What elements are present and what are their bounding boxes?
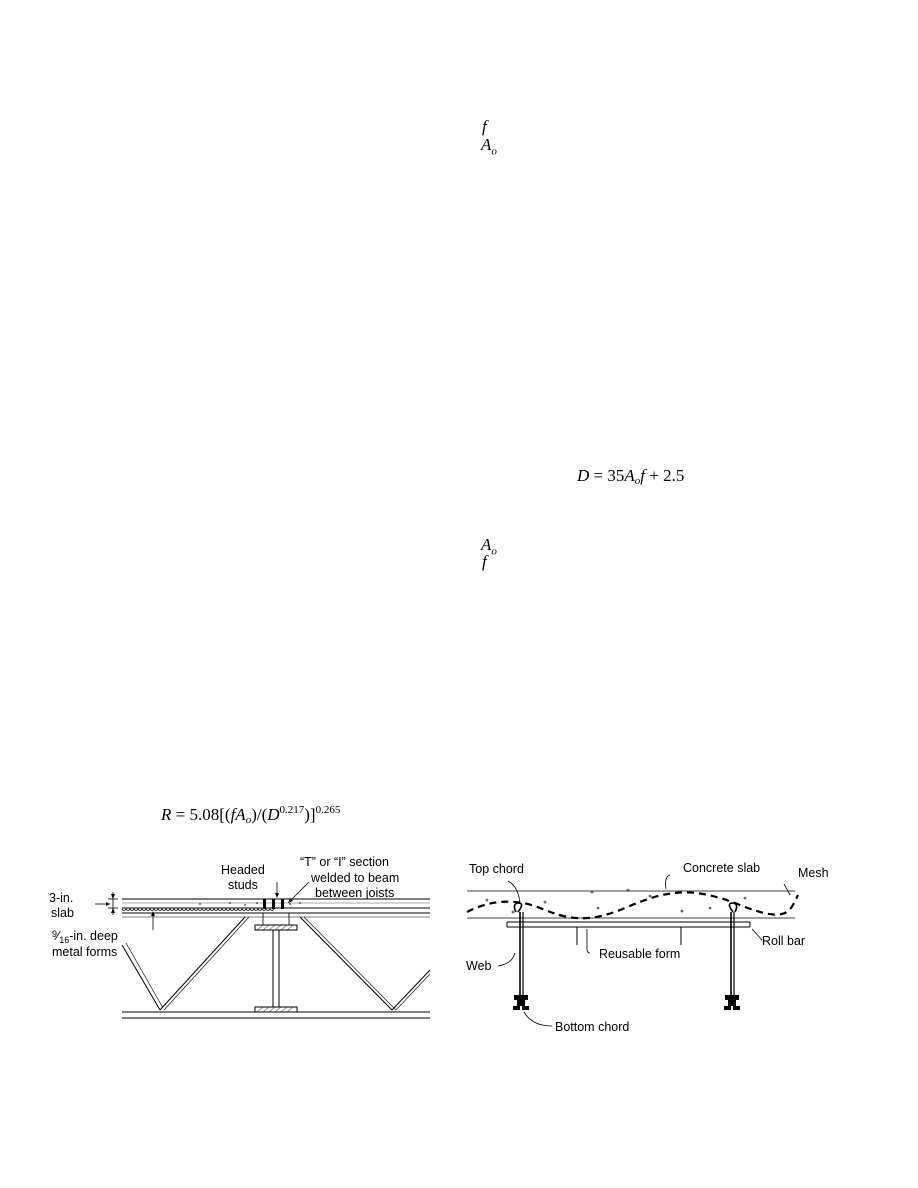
- label-roll-bar: Roll bar: [762, 934, 806, 948]
- label-section-line1: “T” or “I” section: [300, 855, 389, 869]
- label-slab-line2: slab: [51, 906, 74, 920]
- label-web: Web: [466, 959, 492, 973]
- label-mesh: Mesh: [798, 866, 829, 880]
- label-section-line2: welded to beam: [311, 871, 400, 885]
- symbol-f-2: f: [482, 552, 487, 571]
- label-studs-line2: studs: [228, 878, 258, 892]
- label-concrete-slab: Concrete slab: [683, 861, 761, 875]
- label-studs-line1: Headed: [221, 863, 265, 877]
- label-bottom-chord: Bottom chord: [555, 1020, 630, 1034]
- joist-metal-forms-figure: [40, 850, 440, 1030]
- label-top-chord: Top chord: [469, 862, 524, 876]
- symbol-f: f: [482, 117, 487, 136]
- label-slab-line1: 3-in.: [49, 891, 74, 905]
- label-forms-line2: metal forms: [52, 945, 118, 959]
- label-section-line3: between joists: [315, 886, 395, 900]
- equation-r: $R = 5.08[(fA_o)/(D^{0.217})]^{0.265}$: [161, 804, 341, 826]
- label-reusable-form: Reusable form: [599, 947, 681, 961]
- label-forms-line1: $^9⁄_{16}-in$. deep: [52, 928, 118, 945]
- symbol-a-o: $A_o$: [481, 135, 497, 158]
- joist-reusable-form-figure: [455, 855, 875, 1035]
- equation-d: $D = 35A_of + 2.5$: [577, 466, 685, 487]
- symbol-a-o-2: $A_o$: [481, 535, 497, 558]
